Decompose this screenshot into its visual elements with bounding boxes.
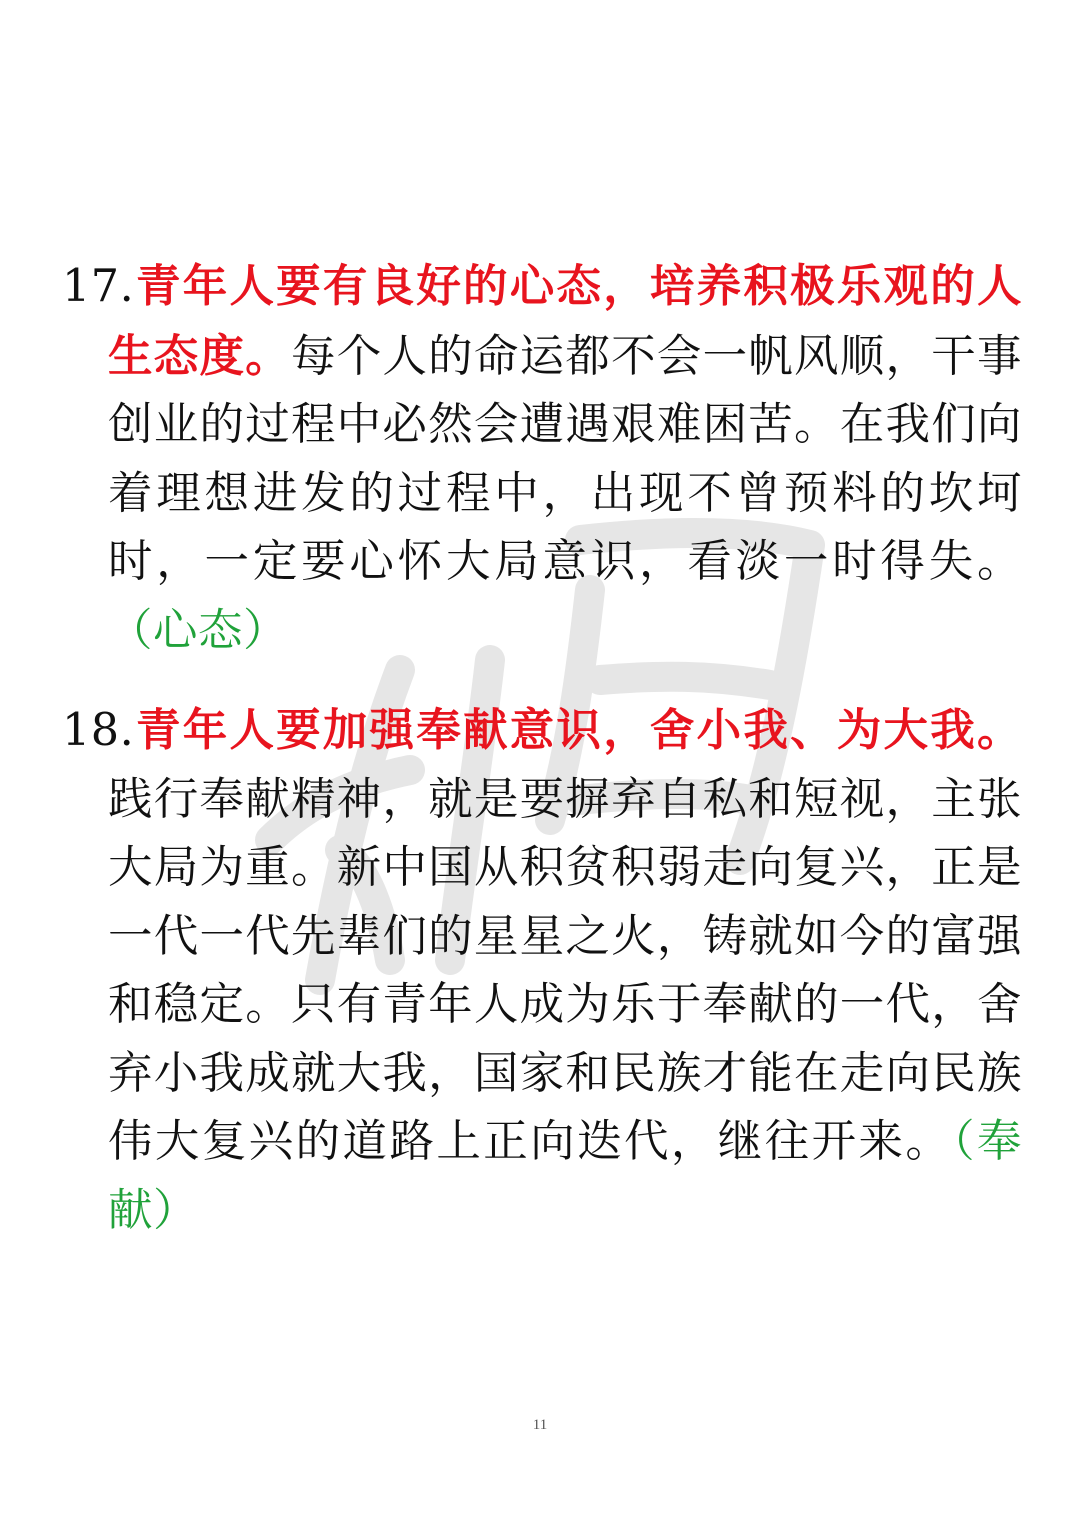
paragraph [62, 696, 1022, 1245]
page-number: 11 [532, 1417, 548, 1433]
list-item-17 [62, 252, 1022, 665]
item-number: 17. [62, 261, 135, 312]
item-body: 践行奉献精神，就是要摒弃自私和短视，主张大局为重。新中国从积贫积弱走向复兴，正是一代一代先辈们的星星之火，铸就如今的富强和稳定。只有青年人成为乐于奉献的一代，舍弃小我成就大我，国家和民族才能在走向民族伟大复兴的道路上正向迭代，继往开来。 [108, 773, 1022, 1167]
item-number: 18. [62, 705, 135, 756]
item-body: 每个人的命运都不会一帆风顺，干事创业的过程中必然会遭遇艰难困苦。在我们向着理想进发的过程中，出现不曾预料的坎坷时，一定要心怀大局意识，看淡一时得失。 [108, 330, 1022, 587]
item-tag: （心态） [108, 604, 289, 656]
list-item-18 [62, 696, 1022, 1245]
item-headline: 青年人要加强奉献意识，舍小我、为大我。 [134, 704, 1022, 756]
item-tag: （奉献） [108, 1116, 1022, 1236]
paragraph [62, 252, 1022, 665]
item-headline: 青年人要有良好的心态，培养积极乐观的人生态度。 [108, 260, 1022, 382]
